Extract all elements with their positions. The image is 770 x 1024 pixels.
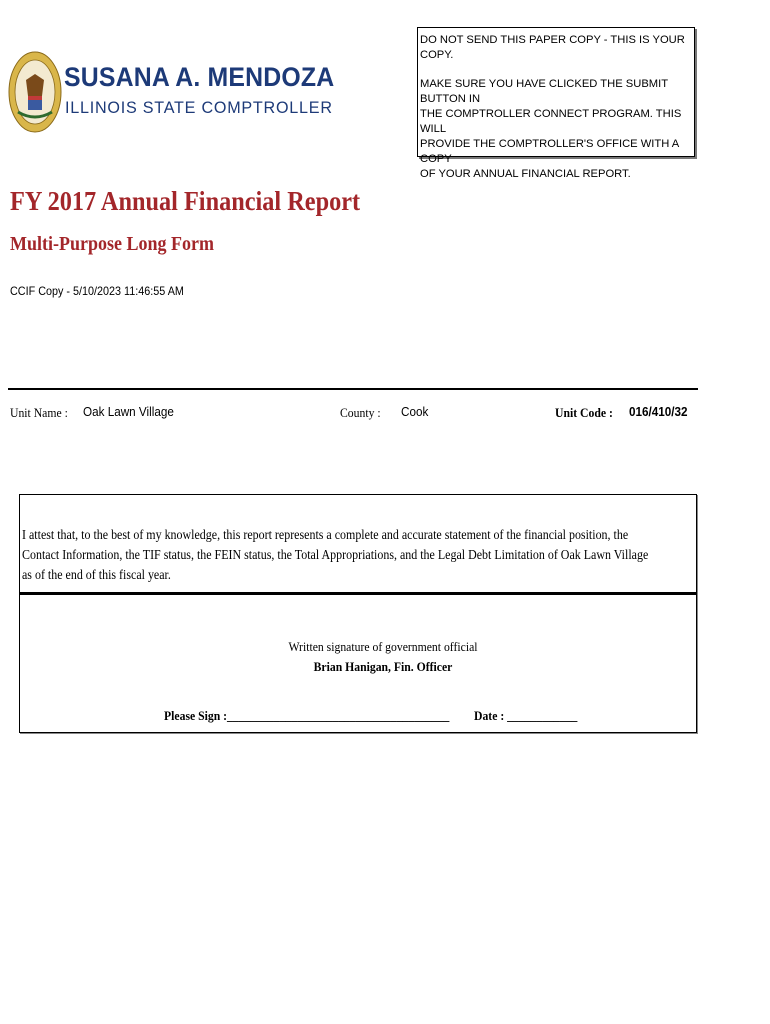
signature-caption: Written signature of government official <box>288 639 478 654</box>
divider <box>8 388 698 390</box>
county-value: Cook <box>401 404 429 419</box>
report-subtitle: Multi-Purpose Long Form <box>10 233 214 255</box>
unit-code-label: Unit Code : <box>555 405 613 420</box>
illinois-seal-logo <box>8 50 62 134</box>
unit-name-value: Oak Lawn Village <box>83 404 174 419</box>
notice-box <box>417 27 695 180</box>
logo-subtitle: ILLINOIS STATE COMPTROLLER <box>65 98 333 117</box>
notice-line-2: MAKE SURE YOU HAVE CLICKED THE SUBMIT BUTTON IN THE COMPTROLLER CONNECT PROGRAM. THIS WILL PROVIDE THE COMPTROLLER'S OFFICE WITH A COPY OF YOUR ANNUAL FINANCIAL REPORT. <box>420 78 682 180</box>
notice-line-1: DO NOT SEND THIS PAPER COPY - THIS IS YOUR COPY. <box>420 34 685 61</box>
county-label: County : <box>340 405 381 420</box>
please-sign-line: Please Sign :______________________________________ <box>164 708 450 723</box>
unit-name-label: Unit Name : <box>10 405 68 420</box>
date-line: Date : ____________ <box>474 708 578 723</box>
logo-name: SUSANA A. MENDOZA <box>64 62 335 92</box>
official-name: Brian Hanigan, Fin. Officer <box>313 659 453 674</box>
ccif-copy-stamp: CCIF Copy - 5/10/2023 11:46:55 AM <box>10 284 184 298</box>
unit-code-value: 016/410/32 <box>629 404 688 419</box>
attestation-statement: I attest that, to the best of my knowledge, this report represents a complete and accurate statement of the financial position, the Contact Information, the TIF status, the FEIN status, the Total Appropriations, and the Legal Debt Limitation of Oak Lawn Village as of the end of this fiscal year. <box>22 527 649 582</box>
attestation-divider <box>19 592 697 595</box>
report-title: FY 2017 Annual Financial Report <box>10 186 361 216</box>
